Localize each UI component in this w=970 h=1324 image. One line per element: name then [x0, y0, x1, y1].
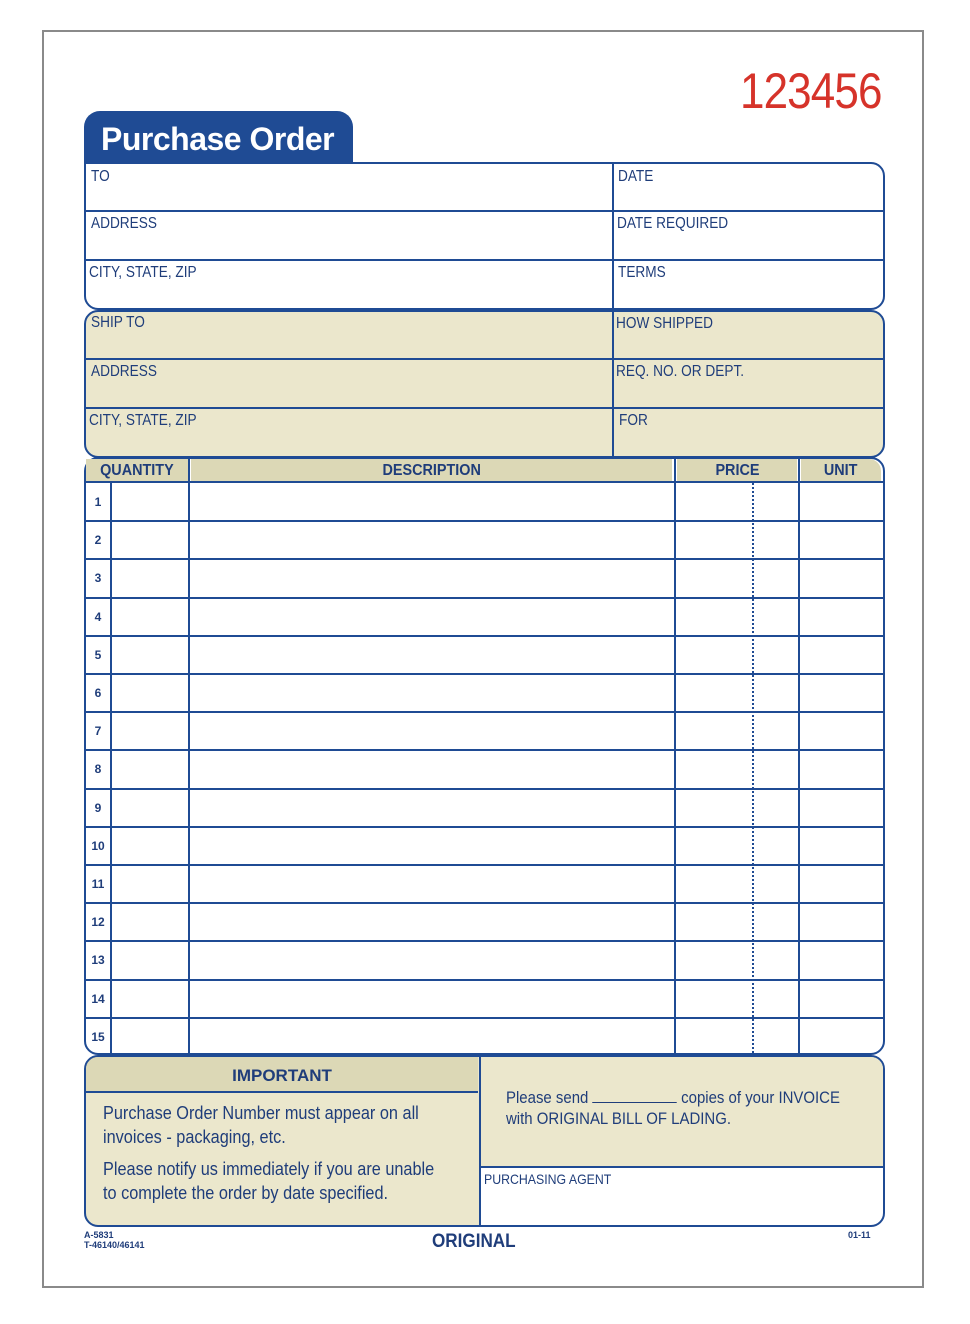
divider: [85, 407, 883, 409]
row-number: 14: [91, 991, 105, 1006]
row-number: 5: [94, 647, 102, 662]
table-row[interactable]: [111, 980, 882, 1016]
divider: [612, 163, 614, 309]
row-number: 8: [94, 762, 102, 777]
table-row[interactable]: [111, 598, 882, 634]
po-number: 123456: [740, 63, 882, 119]
table-row[interactable]: [111, 1018, 882, 1054]
row-number: 10: [91, 838, 105, 853]
important-heading: IMPORTANT: [232, 1066, 332, 1085]
important-line-1: Purchase Order Number must appear on all: [103, 1102, 419, 1123]
table-row[interactable]: [111, 941, 882, 977]
copy-label: ORIGINAL: [432, 1231, 516, 1252]
ship-to-field[interactable]: SHIP TO: [91, 314, 145, 331]
price-header: PRICE: [677, 459, 797, 481]
table-row[interactable]: [111, 827, 882, 863]
table-row[interactable]: [111, 712, 882, 748]
row-number: 15: [91, 1029, 105, 1044]
row-number: 11: [91, 877, 105, 891]
how-shipped-field[interactable]: HOW SHIPPED: [616, 315, 714, 332]
row-number: 1: [94, 495, 102, 509]
description-header: DESCRIPTION: [191, 459, 672, 481]
form-code: A-5831: [84, 1230, 114, 1240]
date-field[interactable]: DATE: [618, 168, 654, 185]
date-required-field[interactable]: DATE REQUIRED: [617, 215, 729, 232]
divider: [612, 311, 614, 457]
row-number: 9: [94, 800, 102, 815]
divider: [481, 1166, 883, 1168]
quantity-header: QUANTITY: [86, 459, 188, 481]
vendor-block: [84, 162, 885, 310]
req-no-dept-field[interactable]: REQ. NO. OR DEPT.: [616, 363, 745, 380]
divider: [85, 358, 883, 360]
purchasing-agent-field[interactable]: PURCHASING AGENT: [484, 1171, 612, 1187]
table-row[interactable]: [111, 521, 882, 557]
divider: [85, 210, 883, 212]
row-number: 3: [94, 571, 102, 586]
row-number: 13: [91, 953, 105, 968]
revision-code: 01-11: [848, 1230, 871, 1240]
to-field[interactable]: TO: [91, 168, 110, 185]
row-number: 6: [94, 686, 102, 700]
table-row[interactable]: [111, 865, 882, 901]
form-code-2: T-46140/46141: [84, 1240, 145, 1250]
unit-header: UNIT: [801, 459, 881, 481]
table-row[interactable]: [111, 903, 882, 939]
important-line-4: to complete the order by date specified.: [103, 1182, 389, 1203]
row-number: 7: [94, 724, 102, 739]
invoice-instructions-line-2: with ORIGINAL BILL OF LADING.: [506, 1109, 732, 1128]
for-field[interactable]: FOR: [619, 412, 648, 429]
row-number: 2: [94, 533, 102, 548]
row-number: 4: [94, 609, 102, 624]
table-row[interactable]: [111, 483, 882, 519]
table-row[interactable]: [111, 674, 882, 710]
table-row[interactable]: [111, 750, 882, 786]
city-state-zip-field[interactable]: CITY, STATE, ZIP: [89, 264, 197, 281]
important-line-2: invoices - packaging, etc.: [103, 1126, 286, 1147]
form-title: Purchase Order: [84, 111, 353, 163]
address-field[interactable]: ADDRESS: [91, 215, 157, 232]
ship-city-state-zip-field[interactable]: CITY, STATE, ZIP: [89, 412, 197, 429]
ship-block: [84, 310, 885, 458]
table-row[interactable]: [111, 559, 882, 595]
table-row[interactable]: [111, 636, 882, 672]
invoice-instructions-line-1: Please send copies of your INVOICE: [506, 1088, 840, 1107]
terms-field[interactable]: TERMS: [618, 264, 666, 281]
important-line-3: Please notify us immediately if you are unable: [103, 1158, 435, 1179]
divider: [85, 259, 883, 261]
row-number: 12: [91, 915, 105, 930]
copies-blank[interactable]: [593, 1088, 677, 1103]
ship-address-field[interactable]: ADDRESS: [91, 363, 157, 380]
table-row[interactable]: [111, 789, 882, 825]
